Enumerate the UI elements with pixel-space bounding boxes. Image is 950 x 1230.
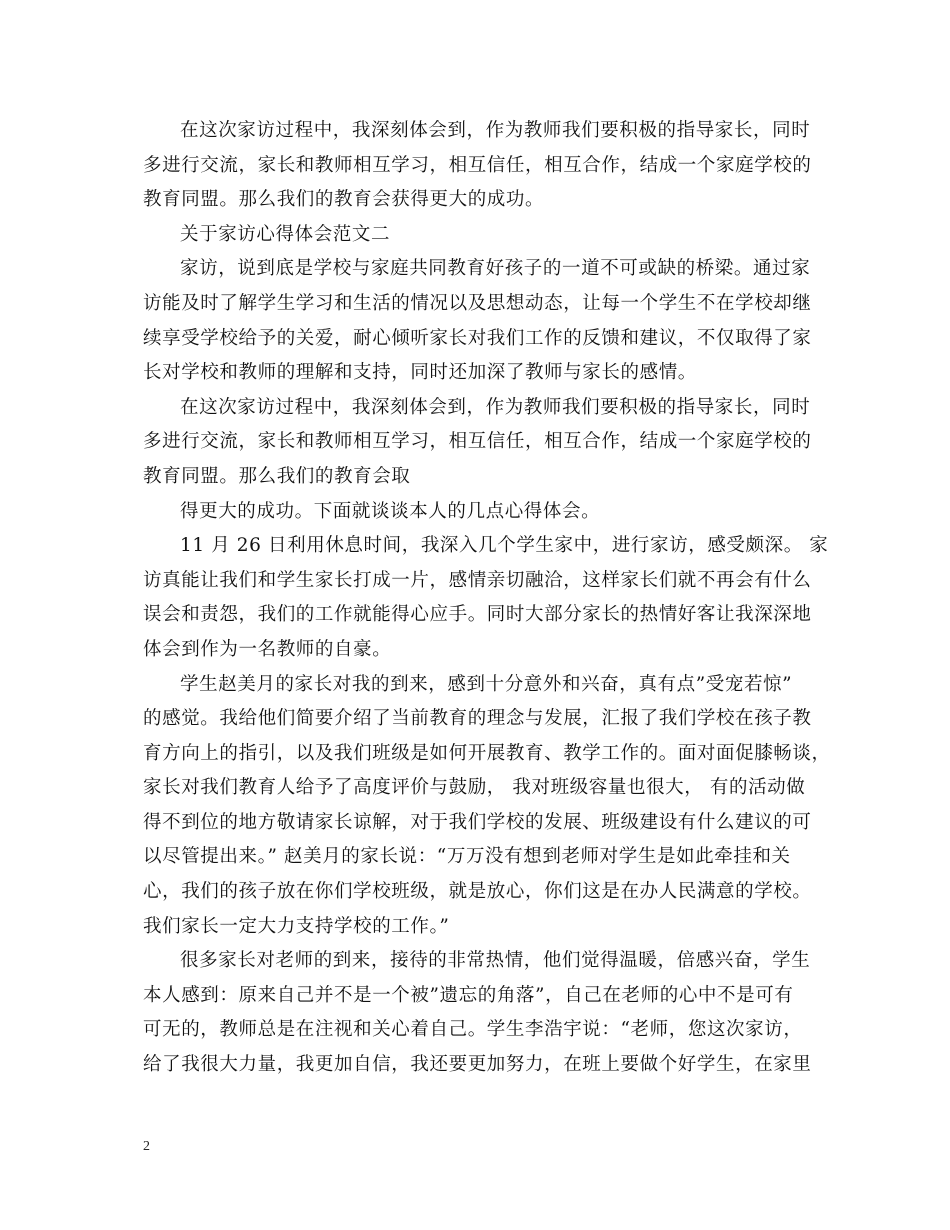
text-line: 育方向上的指引，以及我们班级是如何开展教育、教学工作的。面对面促膝畅谈， [143, 742, 831, 764]
text-line: 续享受学校给予的关爱，耐心倾听家长对我们工作的反馈和建议，不仅取得了家 [143, 327, 812, 349]
text-line: 在这次家访过程中，我深刻体会到，作为教师我们要积极的指导家长，同时 [180, 396, 811, 418]
text-line: 误会和责怨，我们的工作就能得心应手。同时大部分家长的热情好客让我深深地 [143, 604, 812, 626]
text-line: 的感觉。我给他们简要介绍了当前教育的理念与发展，汇报了我们学校在孩子教 [143, 708, 812, 730]
text-line: 多进行交流，家长和教师相互学习，相互信任，相互合作，结成一个家庭学校的 [143, 431, 812, 453]
text-line: 访真能让我们和学生家长打成一片，感情亲切融洽，这样家长们就不再会有什么 [143, 569, 812, 591]
text-line: 体会到作为一名教师的自豪。 [143, 638, 392, 660]
text-line: 教育同盟。那么我们的教育会取 [143, 465, 411, 487]
text-line: 很多家长对老师的到来，接待的非常热情，他们觉得温暖，倍感兴奋，学生 [180, 950, 811, 972]
document-body [143, 114, 831, 1083]
page-number: 2 [143, 1139, 150, 1154]
text-line: 多进行交流，家长和教师相互学习，相互信任，相互合作，结成一个家庭学校的 [143, 154, 812, 176]
text-line: 心，我们的孩子放在你们学校班级，就是放心，你们这是在办人民满意的学校。 [143, 881, 812, 903]
text-line: 家访，说到底是学校与家庭共同教育好孩子的一道不可或缺的桥梁。通过家 [180, 258, 811, 280]
text-line: 11 月 26 日利用休息时间，我深入几个学生家中，进行家访，感受颇深。 家 [180, 535, 829, 557]
text-line: 给了我很大力量，我更加自信，我还要更加努力，在班上要做个好学生，在家里 [143, 1054, 812, 1076]
text-line: 得更大的成功。下面就谈谈本人的几点心得体会。 [180, 500, 601, 522]
text-line: 在这次家访过程中，我深刻体会到，作为教师我们要积极的指导家长，同时 [180, 120, 811, 141]
text-line: 教育同盟。那么我们的教育会获得更大的成功。 [143, 189, 545, 211]
text-line: 得不到位的地方敬请家长谅解，对于我们学校的发展、班级建设有什么建议的可 [143, 811, 812, 833]
text-line: 我们家长一定大力支持学校的工作。” [143, 915, 450, 937]
text-line: 长对学校和教师的理解和支持，同时还加深了教师与家长的感情。 [143, 362, 697, 384]
text-line: 以尽管提出来。” 赵美月的家长说：“万万没有想到老师对学生是如此牵挂和关 [143, 846, 791, 868]
section-heading: 关于家访心得体会范文二 [180, 223, 391, 245]
text-line: 家长对我们教育人给予了高度评价与鼓励， 我对班级容量也很大， 有的活动做 [143, 777, 806, 799]
text-line: 本人感到：原来自己并不是一个被”遗忘的角落”，自己在老师的心中不是可有 [143, 984, 794, 1006]
text-line: 访能及时了解学生学习和生活的情况以及思想动态，让每一个学生不在学校却继 [143, 292, 812, 314]
text-line: 可无的，教师总是在注视和关心着自己。学生李浩宇说：“老师，您这次家访， [143, 1019, 803, 1041]
text-line: 学生赵美月的家长对我的到来，感到十分意外和兴奋，真有点”受宠若惊” [180, 673, 793, 695]
